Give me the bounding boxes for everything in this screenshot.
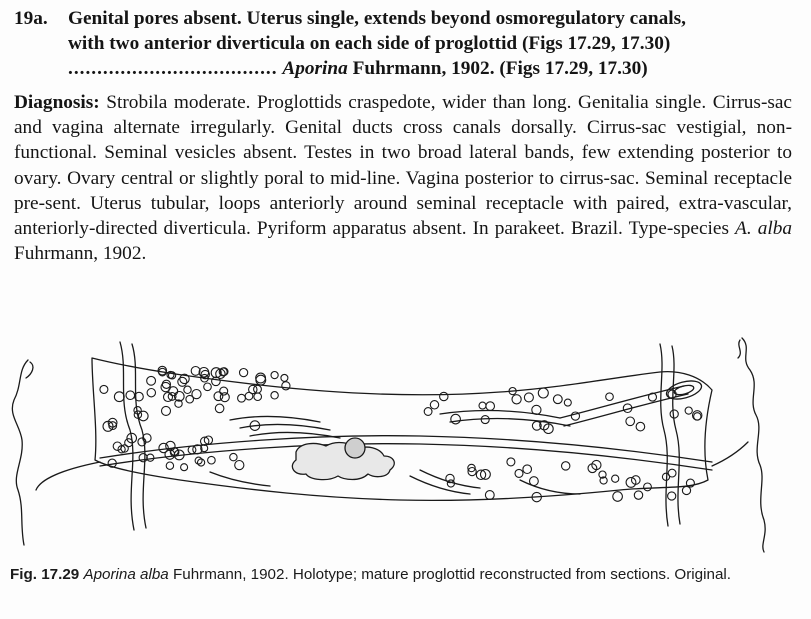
ovary [292, 443, 394, 480]
proglottid-drawing-icon [0, 330, 811, 558]
testis-circle [606, 393, 614, 401]
testis-circle [281, 374, 288, 381]
key-text-line-1: Genital pores absent. Uterus single, extends beyond osmoregulatory canals, [68, 8, 686, 29]
testis-circle [256, 375, 266, 385]
key-genus-name: Aporina [282, 58, 348, 79]
testis-circle [512, 395, 521, 404]
key-leader-dots: .................................... [68, 58, 278, 79]
key-authority: Fuhrmann, 1902. (Figs 17.29, 17.30) [352, 58, 648, 79]
diagnosis-text: Strobila moderate. Proglottids craspedote, wider than long. Genitalia single. Cirrus-sac and vagina alternate irregularly. Genital ducts cross canals dorsally. Cirrus-sac vestigial, non-functional. Seminal vesicles absent. Testes in two broad lateral bands, few extending posterior to ovary. Ovary central or slightly poral to mid-line. Vagina posterior to cirrus-sac. Seminal receptacle pre-sent. Uterus tubular, loops anteriorly around seminal receptacle with paired, extra-vascular, anteriorly-directed diverticula. Pyriform apparatus absent. In parakeet. Brazil. Type-species [14, 92, 792, 240]
testis-circle [245, 392, 253, 400]
testis-circle [212, 377, 221, 386]
testis-circle [524, 393, 533, 402]
testis-circle [440, 392, 448, 400]
testis-circle [481, 416, 489, 424]
testis-circle [538, 388, 548, 398]
testis-circle [166, 462, 173, 469]
type-species-authority: Fuhrmann, 1902. [14, 243, 147, 265]
testis-circle [564, 399, 571, 406]
testis-circle [214, 392, 223, 401]
testis-circle [178, 377, 187, 386]
testis-circle [254, 393, 262, 401]
testis-circle [282, 382, 290, 390]
testis-circle [644, 483, 652, 491]
left-margin-line [12, 360, 28, 545]
testis-circle [530, 477, 539, 486]
testis-circle [238, 394, 246, 402]
testis-circle [613, 492, 623, 502]
diagnosis-paragraph [14, 90, 792, 266]
type-species-name: A. alba [735, 218, 792, 240]
testis-circle [199, 368, 209, 378]
testis-circle [271, 392, 278, 399]
testis-circle [192, 390, 201, 399]
testis-circle [485, 491, 494, 500]
testis-circle [451, 414, 461, 424]
figure-17-29 [0, 330, 811, 558]
testis-circle [184, 386, 191, 393]
testis-circle [126, 391, 135, 400]
testis-circle [220, 387, 228, 395]
testis-circle [220, 393, 229, 402]
testis-circle [235, 461, 244, 470]
testis-circle [532, 405, 541, 414]
testis-circle [486, 402, 495, 411]
testis-circle [626, 417, 635, 426]
testis-circle [424, 408, 432, 416]
key-couplet-19a [14, 6, 804, 81]
testis-circle [634, 491, 642, 499]
key-line-2 [14, 31, 804, 56]
testis-circle [181, 464, 188, 471]
testis-circle [147, 389, 155, 397]
testis-circle [204, 383, 212, 391]
key-text-line-2: with two anterior diverticula on each side of proglottid (Figs 17.29, 17.30) [68, 33, 671, 54]
testis-circle [636, 422, 645, 431]
testis-circle [668, 469, 676, 477]
testis-circle [114, 392, 124, 402]
testis-circle [162, 406, 171, 415]
testis-circle [523, 465, 532, 474]
testis-circle [612, 475, 619, 482]
testis-circle [668, 492, 676, 500]
testis-circle [147, 376, 156, 385]
testis-circle [240, 369, 248, 377]
figure-caption [10, 565, 805, 584]
testis-circle [169, 387, 178, 396]
diagnosis-label: Diagnosis: [14, 92, 100, 113]
testis-circle [271, 372, 278, 379]
testis-circle [479, 402, 486, 409]
testis-circle [571, 412, 579, 420]
caption-figure-label: Fig. 17.29 [10, 566, 80, 583]
testis-circle [507, 458, 515, 466]
testis-circle [215, 404, 224, 413]
testis-circle [682, 486, 690, 494]
testis-circle [430, 401, 438, 409]
caption-taxon: Aporina alba [83, 566, 169, 583]
testis-circle [139, 454, 147, 462]
key-line-3 [14, 56, 804, 81]
key-line-1 [14, 6, 804, 31]
testis-circle [553, 395, 562, 404]
testis-circle [191, 367, 200, 376]
testis-circle [694, 413, 701, 420]
testis-circle [515, 469, 523, 477]
testis-circle [685, 407, 692, 414]
testis-circle [100, 385, 108, 393]
caption-text: Fuhrmann, 1902. Holotype; mature proglottid reconstructed from sections. Original. [173, 566, 731, 583]
testis-circle [256, 373, 266, 383]
testis-circle [562, 462, 570, 470]
key-number: 19a. [14, 8, 48, 29]
testis-circle [230, 453, 237, 460]
testis-circle [208, 456, 216, 464]
testis-circle [626, 478, 636, 488]
testis-circle [139, 411, 149, 421]
